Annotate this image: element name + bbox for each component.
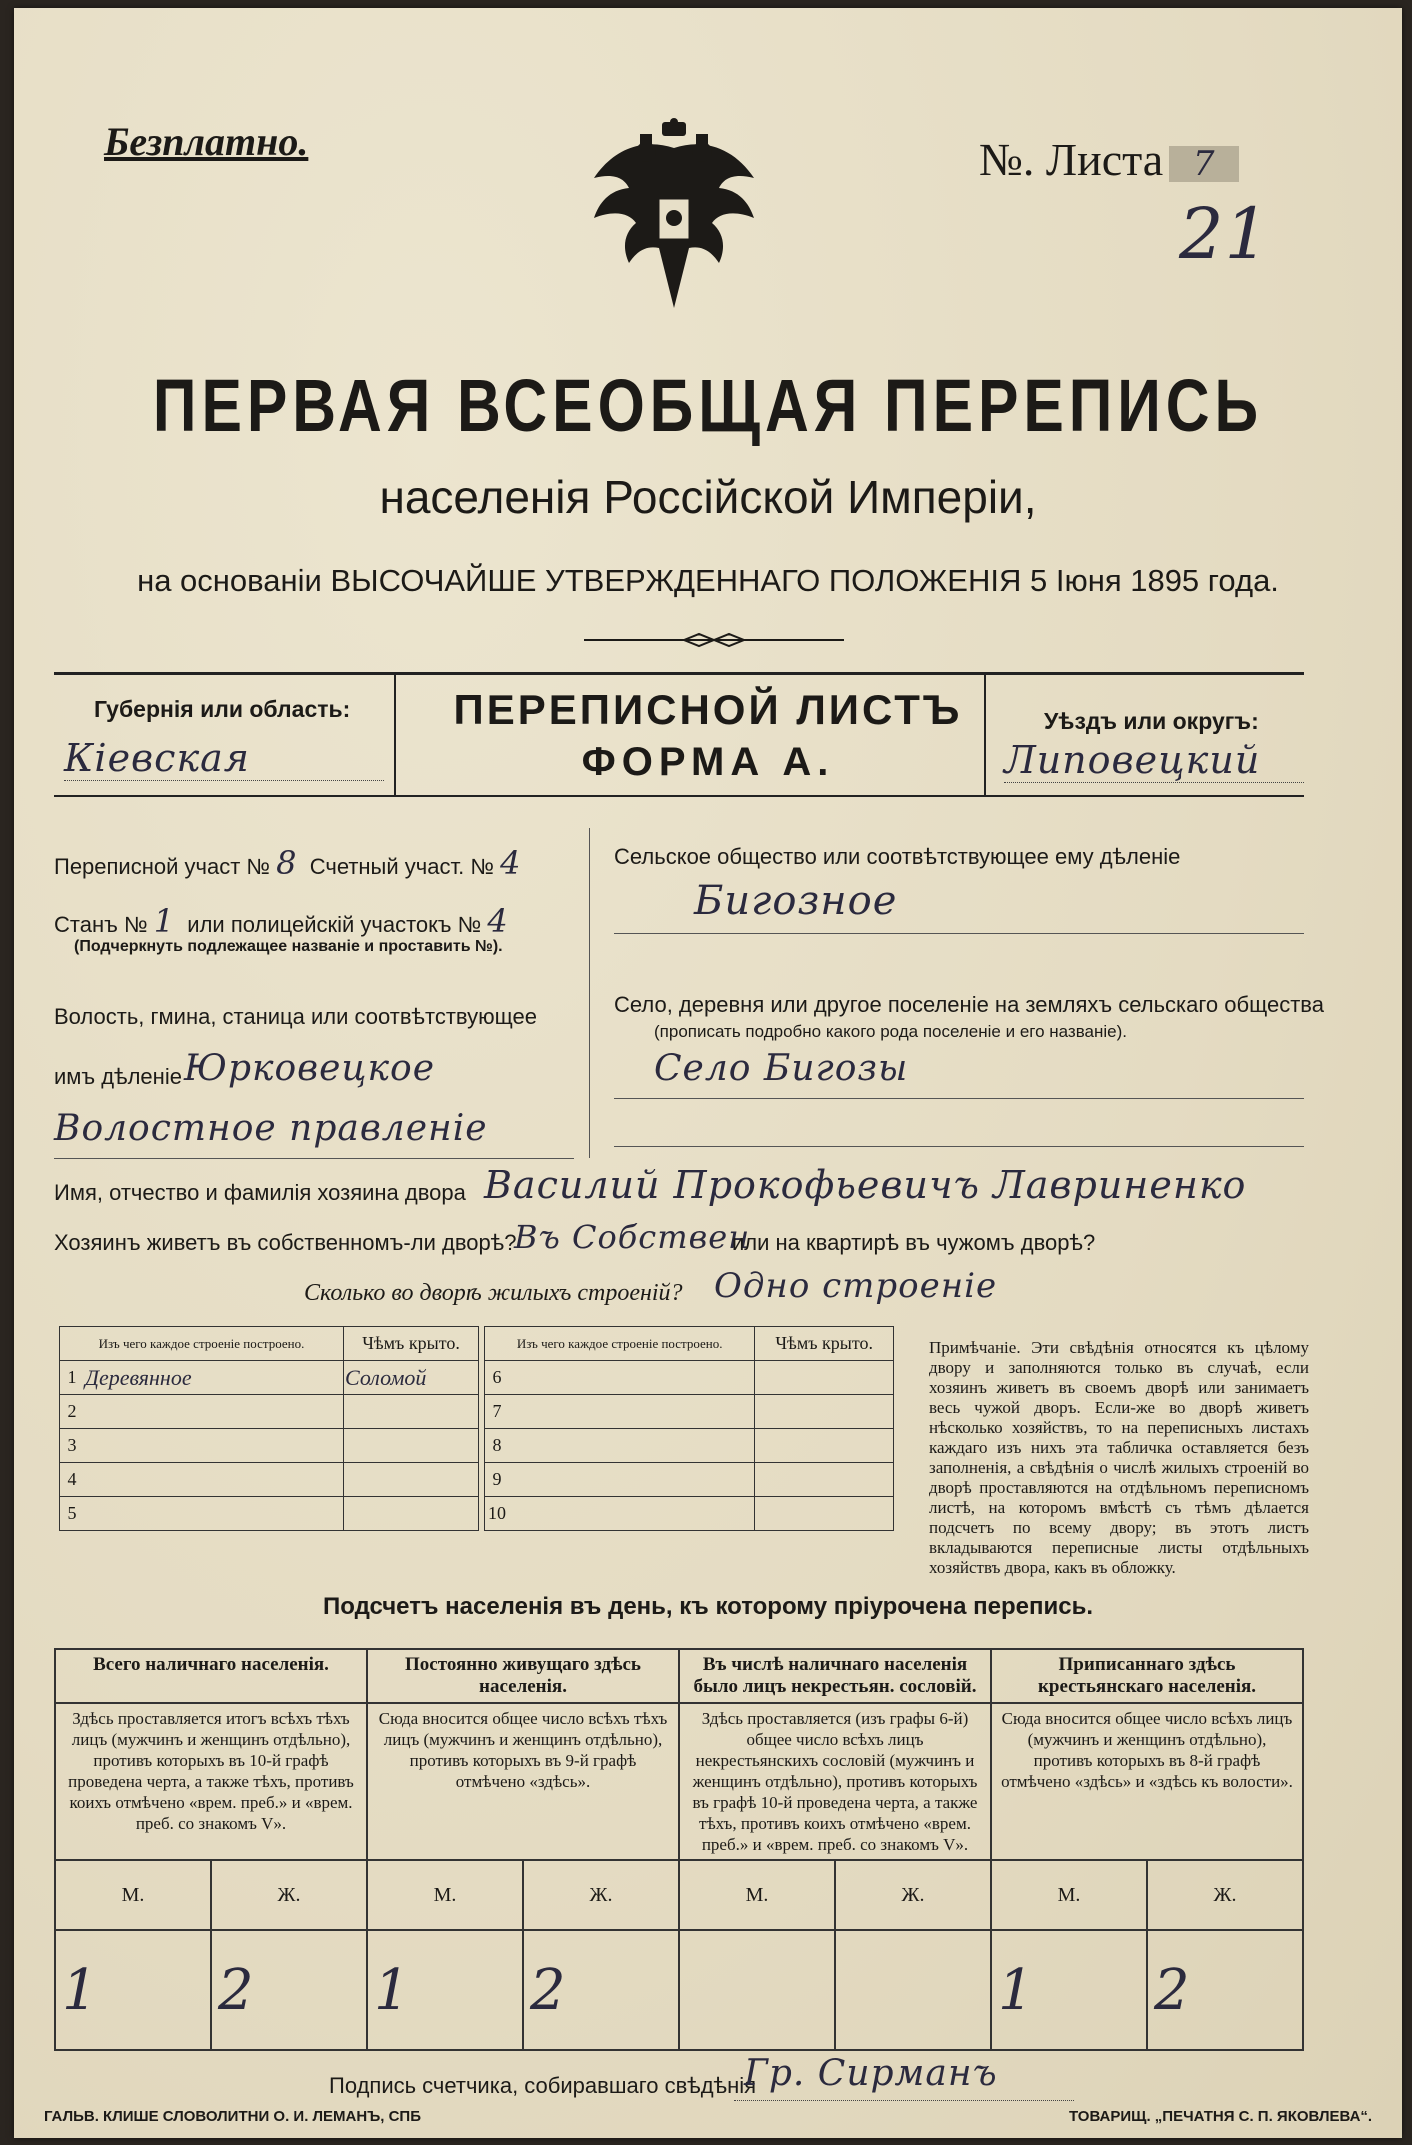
volost-value: Юрковецкое (184, 1048, 436, 1089)
building-row (60, 1429, 479, 1463)
buildings-table-right (484, 1326, 894, 1531)
building-row (60, 1361, 479, 1395)
col-head-3: Приписаннаго здѣсь крестьянскаго населенія. (991, 1649, 1303, 1703)
building-roof (755, 1497, 894, 1531)
col-desc-1: Сюда вносится общее число всѣхъ тѣхъ лицъ (мужчинъ и женщинъ отдѣльно), противъ которыхъ въ 9-й графѣ отмѣчено «здѣсь». (367, 1703, 679, 1860)
buildings-value: Одно строеніе (714, 1266, 998, 1306)
male-value-2 (679, 1930, 835, 2050)
building-material (84, 1497, 344, 1531)
male-value-0: 1 (55, 1930, 211, 2050)
ornament-divider (584, 632, 844, 648)
census-district-label: Переписной участ № (54, 854, 270, 879)
census-sheet (14, 8, 1402, 2138)
building-row (60, 1463, 479, 1497)
building-row-number: 4 (60, 1463, 85, 1497)
owner-lives-label: Хозяинъ живетъ въ собственномъ-ли дворѣ? (54, 1230, 517, 1255)
village-label: Село, деревня или другое поселеніе на земляхъ сельскаго общества (614, 992, 1324, 1017)
count-district-label: Счетный участ. № (309, 854, 494, 879)
census-count-title: Подсчетъ населенія въ день, къ которому пріурочена перепись. (323, 1593, 1093, 1620)
building-row-number: 7 (485, 1395, 510, 1429)
building-row-number: 6 (485, 1361, 510, 1395)
building-row (485, 1429, 894, 1463)
male-header: М. (367, 1860, 523, 1930)
building-roof (755, 1361, 894, 1395)
col-desc-0: Здѣсь проставляется итогъ всѣхъ тѣхъ лицъ (мужчинъ и женщинъ отдѣльно), противъ которыхъ въ 10-й графѣ проведена черта, а также тѣхъ, противъ коихъ отмѣчено «врем. преб.» и «врем. преб. со знакомъ V». (55, 1703, 367, 1860)
building-material (84, 1463, 344, 1497)
female-value-2 (835, 1930, 991, 2050)
building-row-number: 5 (60, 1497, 85, 1531)
owner-name-value: Василий Прокофьевичъ Лавриненко (484, 1163, 1247, 1207)
male-header: М. (679, 1860, 835, 1930)
building-roof (755, 1463, 894, 1497)
owner-lives-value: Въ Собствен (514, 1218, 751, 1256)
column-divider (589, 828, 590, 1158)
male-value-3: 1 (991, 1930, 1147, 2050)
count-district-value: 4 (500, 844, 522, 882)
census-count-table (54, 1648, 1304, 2051)
double-headed-eagle-icon (574, 118, 774, 318)
society-label: Сельское общество или соотвѣтствующее ему дѣленіе (614, 844, 1181, 869)
building-material (84, 1429, 344, 1463)
building-row-number: 9 (485, 1463, 510, 1497)
building-material (509, 1361, 755, 1395)
building-roof (344, 1429, 479, 1463)
buildings-table-left (59, 1326, 479, 1531)
buildings-label: Сколько во дворѣ жилыхъ строеній? (304, 1280, 683, 1306)
footer-left: ГАЛЬВ. КЛИШЕ СЛОВОЛИТНИ О. И. ЛЕМАНЪ, СПБ (44, 2108, 421, 2125)
volost-value-2: Волостное правленіе (54, 1108, 488, 1149)
building-material (509, 1395, 755, 1429)
volost-label: Волость, гмина, станица или соотвѣтствующее (54, 1004, 537, 1029)
male-header: М. (55, 1860, 211, 1930)
underline-note: (Подчеркнуть подлежащее названіе и проставить №). (74, 938, 503, 955)
page-basis: на основаніи ВЫСОЧАЙШЕ УТВЕРЖДЕННАГО ПОЛОЖЕНІЯ 5 Іюня 1895 года. (137, 563, 1279, 598)
building-roof (344, 1497, 479, 1531)
building-row (485, 1361, 894, 1395)
form-title: ПЕРЕПИСНОЙ ЛИСТЪ (453, 686, 963, 733)
page-title: ПЕРВАЯ ВСЕОБЩАЯ ПЕРЕПИСЬ (152, 364, 1264, 447)
stan-value: 1 (153, 902, 176, 940)
female-header: Ж. (1147, 1860, 1303, 1930)
building-row-number: 3 (60, 1429, 85, 1463)
village-note: (прописать подробно какого рода поселеніе и его названіе). (654, 1022, 1128, 1041)
free-label: Безплатно. (104, 119, 309, 164)
building-row (485, 1497, 894, 1531)
sheet-number: 21 (1179, 193, 1271, 275)
sheet-label: №. Листа (979, 134, 1164, 185)
col-roof: Чѣмъ крыто. (344, 1327, 479, 1361)
building-roof: Соломой (344, 1361, 479, 1395)
sheet-number-label (979, 133, 1239, 186)
building-row-number: 1 (60, 1361, 85, 1395)
female-value-3: 2 (1147, 1930, 1303, 2050)
village-value: Село Бигозы (654, 1048, 909, 1089)
female-value-1: 2 (523, 1930, 679, 2050)
female-value-0: 2 (211, 1930, 367, 2050)
building-row (60, 1497, 479, 1531)
col-head-0: Всего наличнаго населенія. (55, 1649, 367, 1703)
society-value: Бигозное (694, 878, 898, 924)
stan-row (54, 902, 509, 940)
province-value: Кіевская (64, 736, 384, 781)
volost-label-2: имъ дѣленіе (54, 1064, 182, 1089)
female-header: Ж. (523, 1860, 679, 1930)
building-roof (344, 1463, 479, 1497)
building-material: Деревянное (84, 1361, 344, 1395)
district-label: Уѣздъ или округъ: (1044, 708, 1259, 734)
col-desc-2: Здѣсь проставляется (изъ графы 6-й) общее число всѣхъ лицъ некрестьянскихъ сословій (мужчинъ и женщинъ отдѣльно), противъ которыхъ въ графѣ 10-й проведена черта, а также тѣхъ, противъ коихъ отмѣчено «врем. преб.» и «врем. преб. со знакомъ V». (679, 1703, 991, 1860)
building-row (485, 1395, 894, 1429)
building-row-number: 2 (60, 1395, 85, 1429)
police-value: 4 (487, 902, 509, 940)
stan-label: Станъ № (54, 912, 148, 937)
form-subtitle: ФОРМА А. (581, 740, 835, 784)
col-material: Изъ чего каждое строеніе построено. (60, 1327, 344, 1361)
female-header: Ж. (835, 1860, 991, 1930)
owner-name-label: Имя, отчество и фамилія хозяина двора (54, 1180, 466, 1205)
footer-right: ТОВАРИЩ. „ПЕЧАТНЯ С. П. ЯКОВЛЕВА“. (1069, 2108, 1373, 2125)
building-row-number: 8 (485, 1429, 510, 1463)
building-roof (755, 1395, 894, 1429)
building-roof (344, 1395, 479, 1429)
col-material-right: Изъ чего каждое строеніе построено. (485, 1327, 755, 1361)
signature-value: Гр. Сирманъ (744, 2053, 998, 2094)
census-district-row (54, 844, 521, 882)
district-value: Липовецкий (1004, 738, 1304, 783)
male-value-1: 1 (367, 1930, 523, 2050)
col-desc-3: Сюда вносится общее число всѣхъ лицъ (мужчинъ и женщинъ отдѣльно), противъ которыхъ въ 8-й графѣ отмѣчено «здѣсь» и «здѣсь къ волости». (991, 1703, 1303, 1860)
police-label: или полицейскій участокъ № (187, 912, 482, 937)
owner-lives-label-2: или на квартирѣ въ чужомъ дворѣ? (732, 1230, 1096, 1255)
building-row (60, 1395, 479, 1429)
sheet-struck-value: 7 (1169, 146, 1239, 182)
male-header: М. (991, 1860, 1147, 1930)
col-roof-right: Чѣмъ крыто. (755, 1327, 894, 1361)
building-row (485, 1463, 894, 1497)
building-material (84, 1395, 344, 1429)
province-label: Губернія или область: (94, 696, 351, 722)
census-district-value: 8 (276, 844, 298, 882)
buildings-note: Примѣчаніе. Эти свѣдѣнія относятся къ цѣлому двору и заполняются только въ случаѣ, если хозяинъ живетъ въ своемъ дворѣ или занимаетъ весь чужой дворъ. Если-же во дворѣ живетъ нѣсколько хозяйствъ, то на переписныхъ листахъ каждаго изъ нихъ эта табличка оставляется безъ заполненія, а свѣдѣнія о числѣ жилыхъ строеній во дворѣ проставляются на отдѣльномъ переписномъ листѣ, на которомъ вмѣстѣ съ тѣмъ дѣлается подсчетъ по всему двору; въ этотъ листъ вкладываются переписные листы отдѣльныхъ хозяйствъ двора, какъ въ обложку. (929, 1338, 1309, 1577)
female-header: Ж. (211, 1860, 367, 1930)
building-row-number: 10 (485, 1497, 510, 1531)
building-material (509, 1429, 755, 1463)
building-roof (755, 1429, 894, 1463)
col-head-1: Постоянно живущаго здѣсь населенія. (367, 1649, 679, 1703)
building-material (509, 1497, 755, 1531)
building-material (509, 1463, 755, 1497)
signature-label: Подпись счетчика, собиравшаго свѣдѣнія (329, 2073, 757, 2098)
col-head-2: Въ числѣ наличнаго населенія было лицъ некрестьян. сословій. (679, 1649, 991, 1703)
page-subtitle: населенія Россійской Имперіи, (379, 471, 1037, 523)
